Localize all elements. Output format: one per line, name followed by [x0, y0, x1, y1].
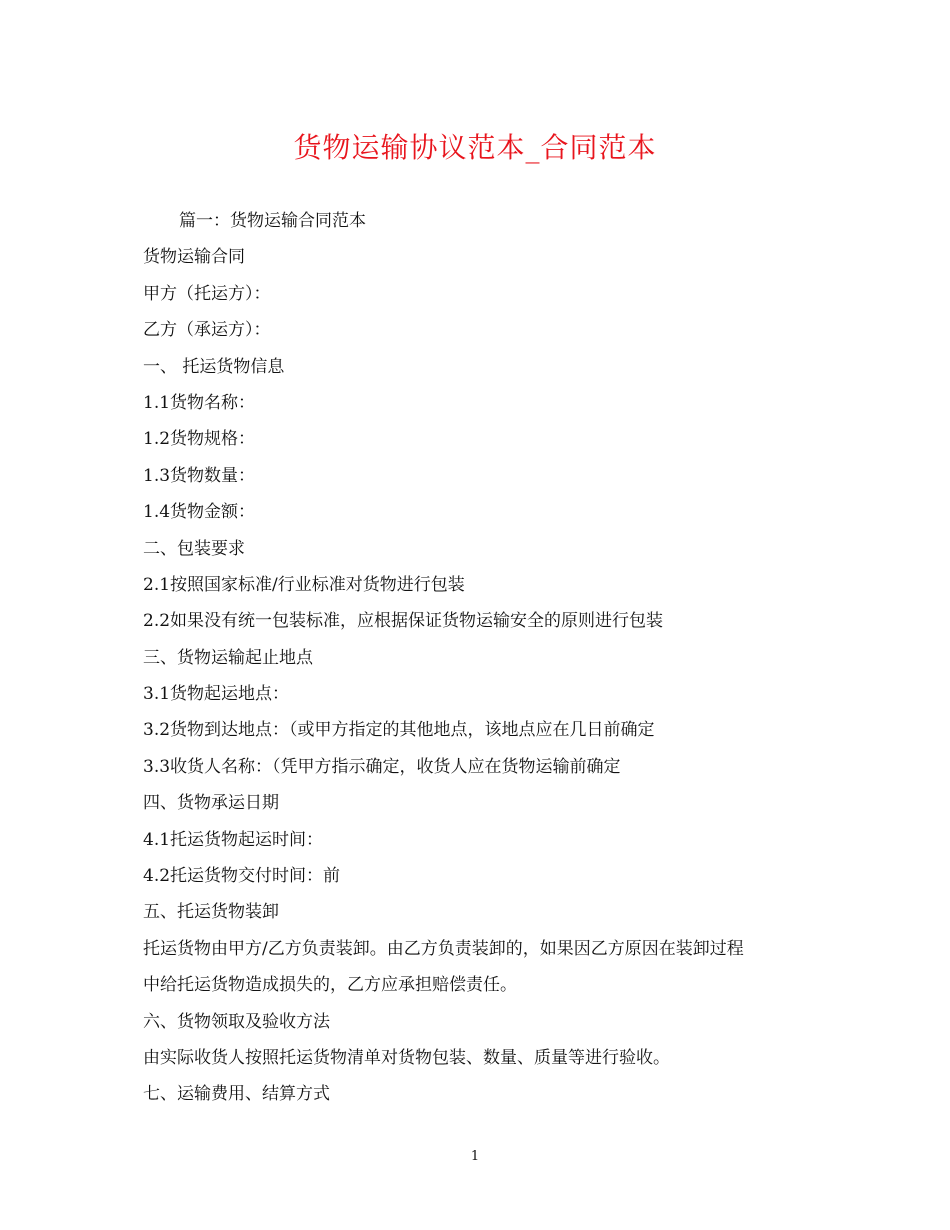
paragraph-line: 中给托运货物造成损失的，乙方应承担赔偿责任。: [143, 975, 517, 996]
clause-line: 1.1货物名称：: [143, 392, 256, 413]
clause-heading: 三、货物运输起止地点: [143, 647, 313, 668]
clause-heading: 一、 托运货物信息: [143, 356, 285, 377]
clause-heading: 四、货物承运日期: [143, 793, 279, 814]
clause-heading: 六、货物领取及验收方法: [143, 1011, 330, 1032]
clause-line: 2.1按照国家标准/行业标准对货物进行包装: [143, 574, 465, 595]
clause-line: 3.1货物起运地点：: [143, 684, 290, 705]
party-b-line: 乙方（承运方）：: [143, 320, 271, 341]
clause-heading: 七、运输费用、结算方式: [143, 1084, 330, 1105]
contract-title: 货物运输合同: [143, 247, 245, 268]
section-heading: 篇一：货物运输合同范本: [179, 211, 366, 231]
clause-line: 2.2如果没有统一包装标准，应根据保证货物运输安全的原则进行包装: [143, 611, 664, 632]
clause-line: 4.1托运货物起运时间：: [143, 829, 324, 850]
clause-line: 1.4货物金额：: [143, 502, 256, 523]
clause-line: 1.3货物数量：: [143, 465, 256, 486]
document-title: 货物运输协议范本_合同范本: [293, 131, 657, 164]
page-number: 1: [470, 1149, 480, 1164]
clause-line: 3.3收货人名称：（凭甲方指示确定，收货人应在货物运输前确定: [143, 756, 621, 777]
clause-line: 3.2货物到达地点：（或甲方指定的其他地点，该地点应在几日前确定: [143, 720, 655, 741]
paragraph-line: 由实际收货人按照托运货物清单对货物包装、数量、质量等进行验收。: [143, 1047, 670, 1068]
party-a-line: 甲方（托运方）：: [143, 283, 271, 304]
document-body: [143, 203, 823, 1113]
clause-heading: 二、包装要求: [143, 538, 245, 559]
clause-line: 4.2托运货物交付时间：前: [143, 866, 341, 887]
clause-line: 1.2货物规格：: [143, 429, 256, 450]
paragraph-line: 托运货物由甲方/乙方负责装卸。由乙方负责装卸的，如果因乙方原因在装卸过程: [143, 938, 744, 959]
clause-heading: 五、托运货物装卸: [143, 902, 279, 923]
